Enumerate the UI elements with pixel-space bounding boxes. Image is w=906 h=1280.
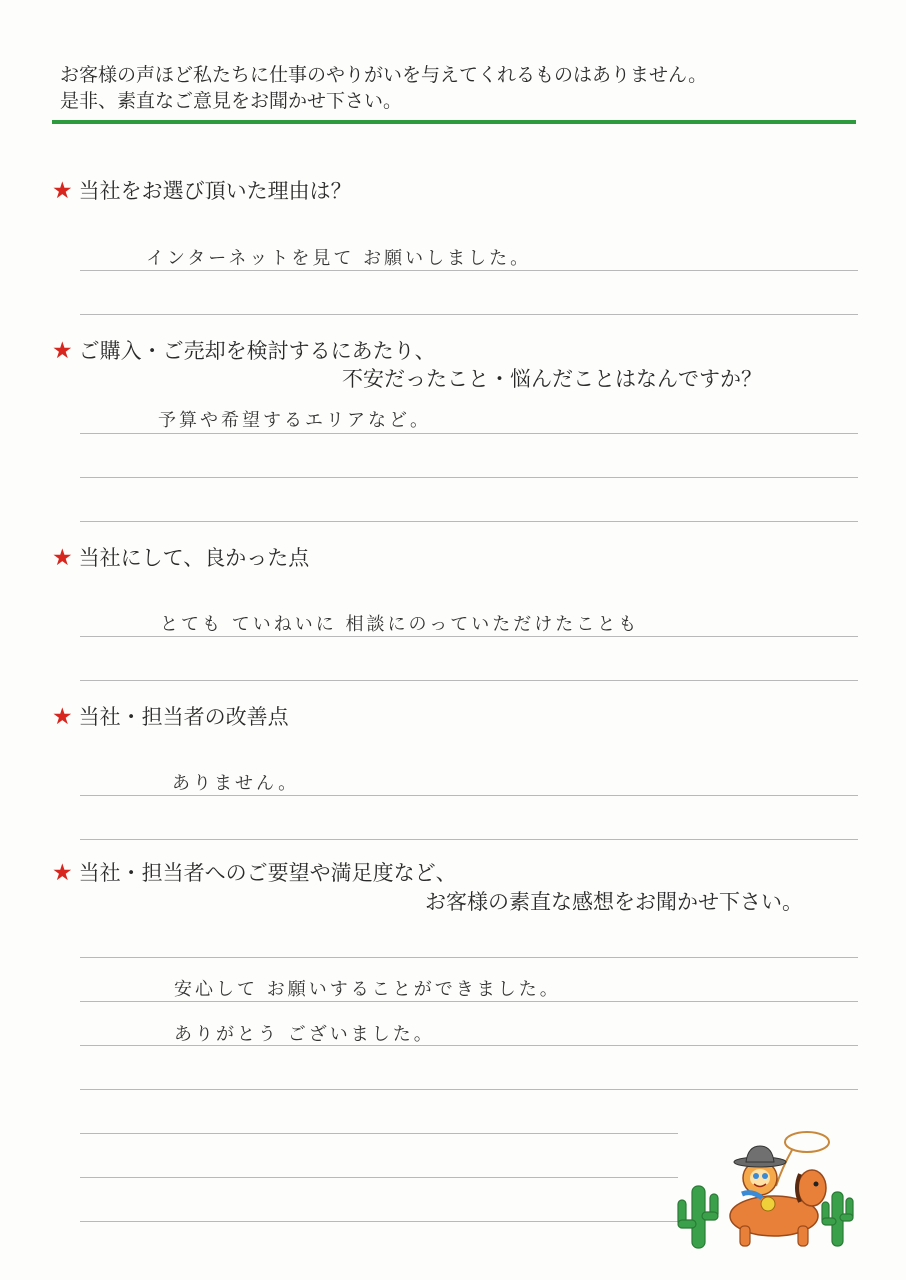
answer-3-text: とても ていねいに 相談にのっていただけたことも bbox=[160, 614, 640, 635]
answer-line bbox=[80, 314, 858, 315]
answer-line bbox=[80, 795, 858, 796]
question-3-heading bbox=[52, 543, 309, 573]
question-4-heading bbox=[52, 702, 289, 732]
answer-1-text: インターネットを見て お願いしました。 bbox=[146, 248, 532, 269]
answer-line bbox=[80, 521, 858, 522]
answer-line bbox=[80, 636, 858, 637]
cowboy-horse-mascot-icon bbox=[672, 1128, 862, 1250]
answer-5-text-1: 安心して お願いすることができました。 bbox=[174, 979, 561, 1000]
answer-line bbox=[80, 1221, 678, 1222]
answer-line bbox=[80, 1045, 858, 1046]
intro-line-1: お客様の声ほど私たちに仕事のやりがいを与えてくれるものはありません。 bbox=[60, 64, 708, 86]
answer-line bbox=[80, 680, 858, 681]
answer-2-text: 予算や希望するエリアなど。 bbox=[158, 410, 431, 431]
intro-line-2: 是非、素直なご意見をお聞かせ下さい。 bbox=[60, 90, 403, 112]
question-5-title-line-2: お客様の素直な感想をお聞かせ下さい。 bbox=[425, 890, 803, 914]
answer-4-text: ありません。 bbox=[172, 773, 300, 794]
question-2-title: ご購入・ご売却を検討するにあたり、 bbox=[78, 339, 436, 363]
star-icon: ★ bbox=[52, 860, 73, 886]
star-icon: ★ bbox=[52, 178, 73, 204]
answer-line bbox=[80, 1001, 858, 1002]
answer-line bbox=[80, 839, 858, 840]
answer-line bbox=[80, 477, 858, 478]
question-1-heading bbox=[52, 176, 352, 206]
answer-line bbox=[80, 433, 858, 434]
answer-line bbox=[80, 1177, 678, 1178]
intro-text bbox=[60, 62, 860, 114]
cactus-icon bbox=[678, 1186, 718, 1248]
question-1-title: 当社をお選び頂いた理由は？ bbox=[78, 179, 352, 203]
question-5-heading bbox=[52, 858, 457, 888]
star-icon: ★ bbox=[52, 545, 73, 571]
header-divider bbox=[52, 120, 856, 124]
star-icon: ★ bbox=[52, 338, 73, 364]
answer-line bbox=[80, 1133, 678, 1134]
question-2-heading bbox=[52, 336, 436, 366]
question-3-title: 当社にして、良かった点 bbox=[78, 546, 310, 570]
cactus-icon bbox=[822, 1192, 853, 1246]
star-icon: ★ bbox=[52, 704, 73, 730]
answer-line bbox=[80, 270, 858, 271]
answer-5-text-2: ありがとう ございました。 bbox=[174, 1024, 435, 1045]
question-4-title: 当社・担当者の改善点 bbox=[78, 705, 289, 729]
question-2-title-line-2: 不安だったこと・悩んだことはなんですか？ bbox=[342, 367, 762, 391]
question-5-title: 当社・担当者へのご要望や満足度など、 bbox=[78, 861, 457, 885]
answer-line bbox=[80, 957, 858, 958]
answer-line bbox=[80, 1089, 858, 1090]
